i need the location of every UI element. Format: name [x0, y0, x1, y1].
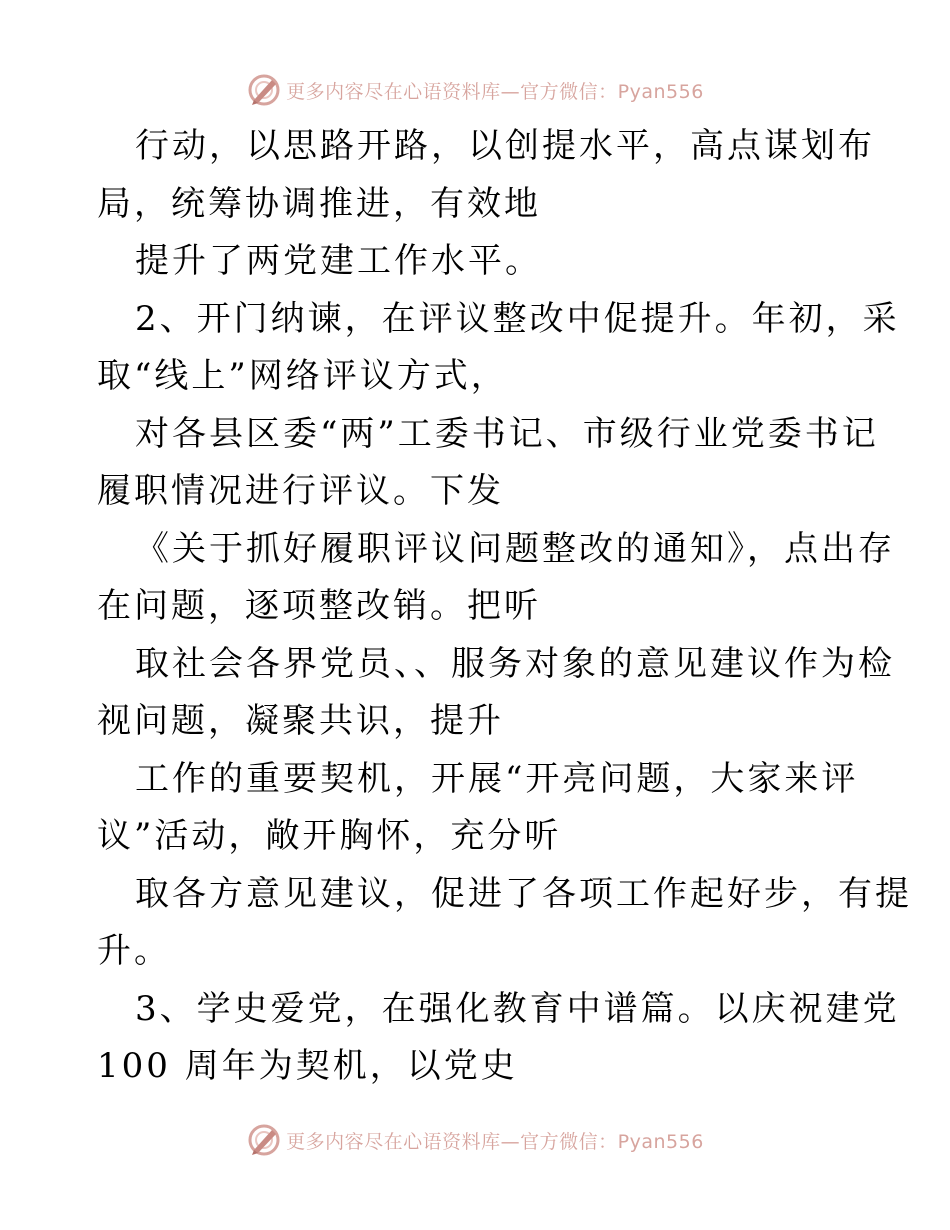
- body-line: 工作的重要契机，开展“开亮问题，大家来评: [135, 758, 859, 799]
- body-line: 2、开门纳谏，在评议整改中促提升。年初，采: [135, 298, 900, 339]
- body-line: 取各方意见建议，促进了各项工作起好步，有提: [135, 873, 912, 914]
- body-line: 提升了两党建工作水平。: [135, 241, 542, 281]
- body-line: 《关于抓好履职评议问题整改的通知》，点出存: [135, 528, 895, 569]
- body-line: 3、学史爱党，在强化教育中谱篇。以庆祝建党: [135, 988, 900, 1029]
- document-body: [97, 118, 912, 1096]
- pen-logo-icon: [246, 1122, 282, 1158]
- body-line: 视问题，凝聚共识，提升: [97, 701, 504, 741]
- body-line: 对各县区委“两”工委书记、市级行业党委书记: [135, 413, 879, 454]
- body-line: 取社会各界党员、、服务对象的意见建议作为检: [135, 643, 895, 684]
- body-line: 100 周年为契机，以党史: [97, 1046, 518, 1086]
- body-line: 履职情况进行评议。下发: [97, 471, 504, 511]
- body-line: 取“线上”网络评议方式，: [97, 356, 508, 396]
- watermark-text: 更多内容尽在心语资料库—官方微信：Pyan556: [286, 1130, 704, 1153]
- body-line: 议”活动，敞开胸怀，充分听: [97, 816, 562, 856]
- header-watermark: [0, 70, 950, 110]
- footer-watermark: [0, 1120, 950, 1160]
- body-line: 行动，以思路开路，以创提水平，高点谋划布: [135, 126, 875, 166]
- watermark-text: 更多内容尽在心语资料库—官方微信：Pyan556: [286, 80, 704, 103]
- pen-logo-icon: [246, 72, 282, 108]
- body-line: 局，统筹协调推进，有效地: [97, 183, 541, 224]
- body-line: 在问题，逐项整改销。把听: [97, 586, 541, 626]
- body-line: 升。: [97, 931, 171, 971]
